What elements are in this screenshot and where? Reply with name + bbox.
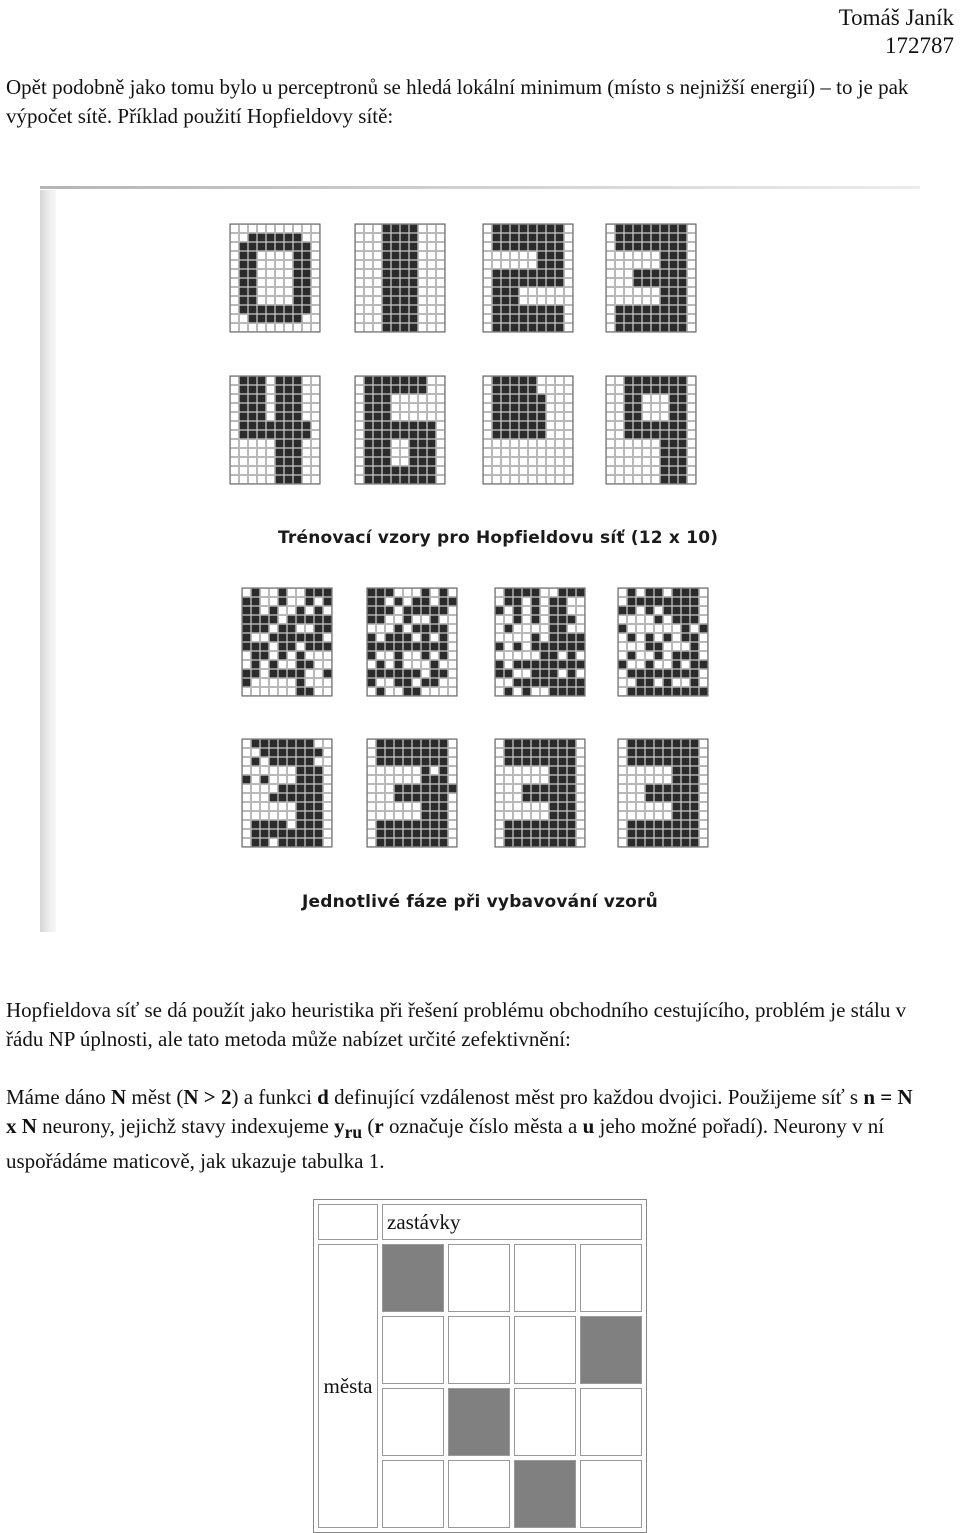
symbol-N: N — [110, 1085, 127, 1109]
matrix-cell — [514, 1460, 576, 1528]
tsp-paragraph: Hopfieldova síť se dá použít jako heuristika při řešení problému obchodního cestujícího, problém je stálu v řádu NP úplnosti, ale tato metoda může nabízet určité zefektivnění: — [6, 998, 907, 1051]
author-id: 172787 — [885, 33, 954, 58]
symbol-d: d — [317, 1085, 329, 1109]
matrix-cell — [448, 1460, 510, 1528]
matrix-cell — [382, 1244, 444, 1312]
text-run: označuje číslo města a — [383, 1114, 583, 1138]
text-run: ) a funkci — [231, 1085, 318, 1109]
matrix-cell — [580, 1244, 642, 1312]
symbol-y: y — [334, 1114, 345, 1138]
symbol-u: u — [582, 1114, 595, 1138]
matrix-cell — [382, 1388, 444, 1456]
matrix-cell — [382, 1316, 444, 1384]
matrix-cell — [448, 1316, 510, 1384]
pattern-grids — [40, 186, 920, 936]
matrix-cell — [514, 1244, 576, 1312]
matrix-cell — [448, 1244, 510, 1312]
text-run: definující vzdálenost měst pro každou dvojici. Použijeme síť s — [328, 1085, 864, 1109]
caption-training-patterns: Trénovací vzory pro Hopfieldovu síť (12 x 10) — [278, 528, 719, 548]
matrix-cell — [514, 1316, 576, 1384]
text-run: neurony, jejichž stavy indexujeme — [36, 1114, 335, 1138]
condition-N: N > 2 — [183, 1085, 232, 1109]
network-paragraph — [6, 1083, 924, 1176]
author-name: Tomáš Janík — [838, 5, 954, 30]
intro-paragraph: Opět podobně jako tomu bylo u perceptronů se hledá lokální minimum (místo s nejnižší energií) – to je pak výpočet sítě. Příklad použití Hopfieldovy sítě: — [6, 75, 909, 128]
matrix-cell — [382, 1460, 444, 1528]
hopfield-figure — [40, 186, 920, 936]
row-header: města — [318, 1244, 378, 1528]
author-block — [839, 4, 954, 60]
matrix-cell — [580, 1460, 642, 1528]
symbol-r: r — [374, 1114, 384, 1138]
corner-cell — [318, 1204, 378, 1240]
column-header: zastávky — [382, 1204, 642, 1240]
matrix-cell — [514, 1388, 576, 1456]
subscript-ru: ru — [344, 1122, 363, 1143]
text-run: měst ( — [126, 1085, 184, 1109]
neuron-matrix-table — [313, 1199, 647, 1533]
text-run: jeho možné pořadí). Neurony v ní uspořádáme maticově, jak ukazuje tabulka 1. — [6, 1114, 885, 1174]
matrix-cell — [580, 1388, 642, 1456]
caption-recall-phases: Jednotlivé fáze při vybavování vzorů — [302, 892, 658, 912]
matrix-cell — [580, 1316, 642, 1384]
matrix-cell — [448, 1388, 510, 1456]
text-run: Máme dáno — [6, 1085, 111, 1109]
formula-n: n = N x N — [6, 1085, 913, 1138]
text-run: ( — [362, 1114, 375, 1138]
